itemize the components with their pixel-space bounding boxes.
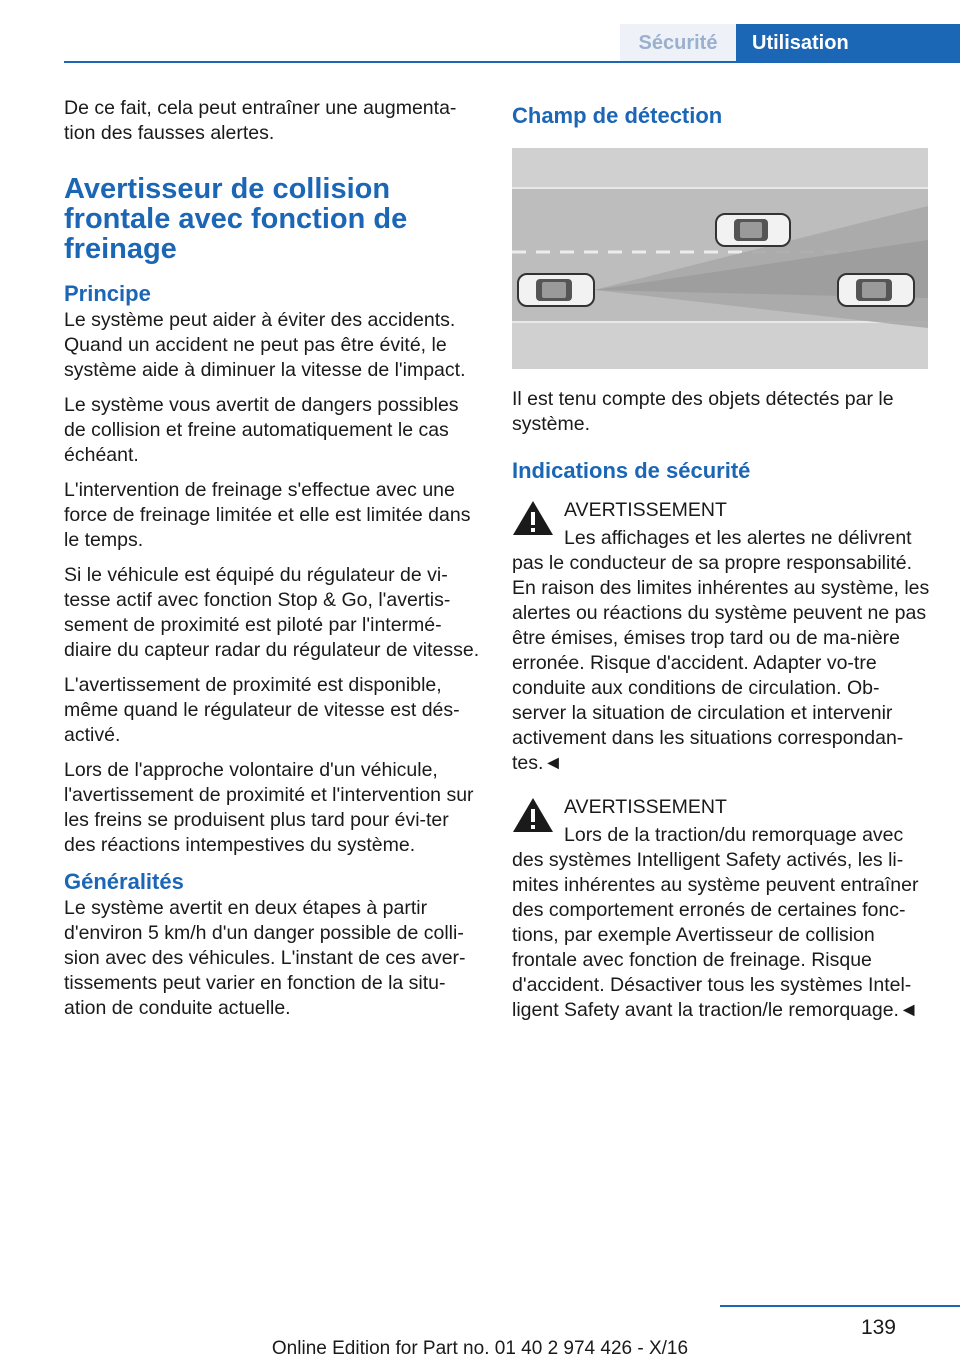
page-number: 139 [860, 1316, 896, 1339]
generalites-paragraph: Le système avertit en deux étapes à partir d'environ 5 km/h d'un danger possible de colli-sion avec des véhicules. L'instant de ces aver-tissements peut varier en fonction de la situ-ation de conduite actuelle. [64, 897, 466, 1019]
right-column [512, 96, 932, 1041]
warning-block [512, 497, 932, 776]
car-front-right [838, 274, 914, 306]
warning-text: Lors de la traction/du remorquage avec des systèmes Intelligent Safety activés, les li-mites inhérentes au système peuvent entraîner des comportement erronés de certaines fonc-tions, par exemple Avertisseur de collision frontale avec fonction de freinage. Risque d'accident. Désactiver tous les systèmes Intel-ligent Safety avant la traction/le remorquage.◄ [512, 824, 919, 1021]
warning-text: Les affichages et les alertes ne délivrent pas le conducteur de sa propre responsabilité. En raison des limites inhérentes au système, les alertes ou réactions du système peuvent ne pas être émises, émises trop tard ou de ma-nière erronée. Risque d'accident. Adapter vo-tre conduite aux conditions de circulation. Ob-server la situation de circulation et intervenir activement dans les situations correspondan-tes.◄ [512, 527, 930, 774]
principe-paragraph: Le système vous avertit de dangers possibles de collision et freine automatiquement le cas échéant. [64, 394, 459, 466]
securite-heading: Indications de sécurité [512, 458, 751, 483]
warning-title: AVERTISSEMENT [564, 499, 727, 521]
warning-block [512, 794, 932, 1023]
warning-title: AVERTISSEMENT [564, 796, 727, 818]
edition-footer: Online Edition for Part no. 01 40 2 974 426 - X/16 [271, 1338, 689, 1359]
warning-triangle-icon [512, 499, 554, 537]
principe-paragraph: Le système peut aider à éviter des accidents. Quand un accident ne peut pas être évité, le système aide à diminuer la vitesse de l'impact. [64, 309, 466, 381]
detection-field-illustration [512, 148, 928, 369]
intro-paragraph: De ce fait, cela peut entraîner une augmenta-tion des fausses alertes. [64, 97, 457, 144]
left-column [64, 96, 480, 1031]
page-header [0, 0, 960, 62]
generalites-heading: Généralités [64, 869, 184, 894]
principe-paragraph: Lors de l'approche volontaire d'un véhicule, l'avertissement de proximité et l'intervention sur les freins se produisent plus tard pour évi-ter des réactions intempestives du système. [64, 759, 474, 856]
principe-paragraph: L'intervention de freinage s'effectue avec une force de freinage limitée et elle est limitée dans le temps. [64, 479, 471, 551]
champ-paragraph: Il est tenu compte des objets détectés par le système. [512, 388, 894, 435]
warning-triangle-icon [512, 796, 554, 834]
header-rule [64, 61, 960, 63]
header-chapter-tab: Utilisation [736, 24, 960, 62]
principe-paragraph: Si le véhicule est équipé du régulateur de vi-tesse actif avec fonction Stop & Go, l'avertis-sement de proximité est piloté par l'intermé-diaire du capteur radar du régulateur de vitesse. [64, 564, 480, 661]
principe-paragraph: L'avertissement de proximité est disponible, même quand le régulateur de vitesse est dés-activé. [64, 674, 460, 746]
road-diagram [512, 148, 928, 369]
car-front-left [716, 214, 790, 246]
principe-heading: Principe [64, 281, 151, 306]
header-section-tab: Sécurité [620, 24, 736, 62]
car-ego [518, 274, 594, 306]
footer-rule [720, 1305, 960, 1307]
main-title: Avertisseur de collision frontale avec fonction de freinage [64, 173, 408, 265]
champ-heading: Champ de détection [512, 103, 723, 128]
